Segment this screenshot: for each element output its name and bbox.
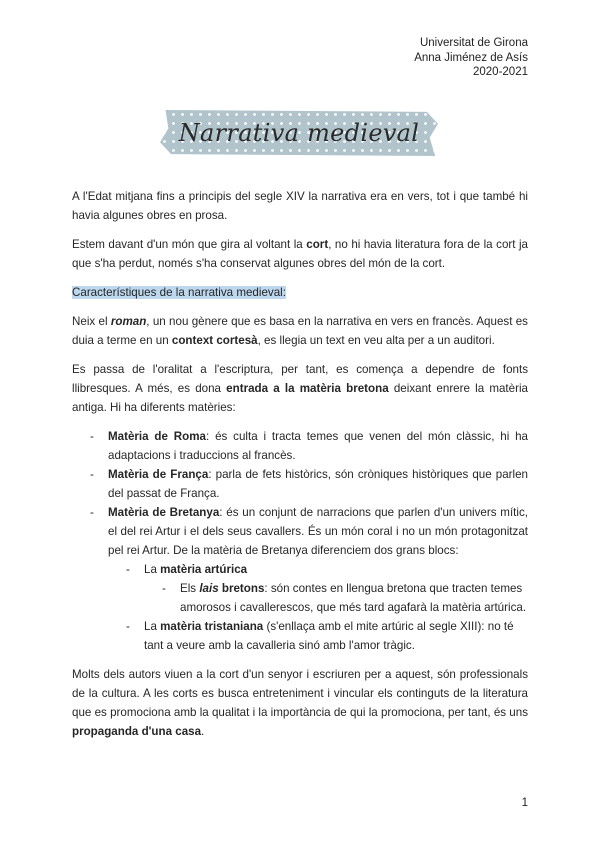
bold-term: cort [306, 238, 329, 251]
paragraph-court [72, 235, 528, 273]
list-item-materia-arturica [72, 560, 528, 579]
paragraph-intro: A l'Edat mitjana fins a principis del segle XIV la narrativa era en vers, tot i que també hi havia algunes obres en prosa. [72, 190, 528, 222]
text: Estem davant d'un món que gira al voltant la [72, 238, 307, 251]
text: : és un conjunt de narracions que parlen d'un univers mític, el del rei Artur i el dels seus cavallers. És un món coral i no un món protagonitzat pel rei Artur. De la matèria de Bretanya diferenciem dos grans blocs: [108, 506, 528, 557]
bold-term: bretons [218, 582, 265, 595]
paragraph-oralitat [72, 360, 528, 417]
paragraph-autors [72, 665, 528, 741]
highlighted-heading: Característiques de la narrativa medieval: [72, 286, 286, 299]
bold-term: Matèria de Roma [108, 430, 207, 443]
text: La [144, 563, 161, 576]
text: La [144, 620, 161, 633]
header-year: 2020-2021 [473, 66, 528, 78]
materies-list [72, 427, 528, 655]
text: (s'enllaça amb el mite artúric al segle XIII): no té tant a veure amb la cavalleria sinó amb l'amor tràgic. [144, 620, 514, 652]
text: Neix el [72, 315, 111, 328]
list-item-lais-bretons [72, 579, 528, 617]
section-heading [72, 283, 528, 302]
text: , no hi havia literatura fora de la cort ja que s'ha perdut, només s'ha conservat algunes obres del món de la cort. [72, 238, 529, 270]
page-number: 1 [521, 797, 528, 809]
page-title: Narrativa medieval [178, 119, 420, 147]
text: Els [180, 582, 200, 595]
paragraph-roman [72, 312, 528, 350]
header-author: Anna Jiménez de Asís [414, 51, 528, 64]
bold-term: Matèria de Bretanya [108, 506, 220, 519]
text: : és culta i tracta temes que venen del món clàssic, hi ha adaptacions i traduccions al francès. [108, 430, 529, 462]
list-item-materia-roma [72, 427, 528, 465]
header-university: Universitat de Girona [419, 37, 528, 49]
list-item-materia-bretanya [72, 503, 528, 560]
text: , un nou gènere que es basa en la narrativa en vers en francès. Aquest es duia a terme en un [72, 315, 528, 347]
text: deixant enrere la matèria antiga. Hi ha diferents matèries: [72, 382, 528, 414]
bold-term: entrada a la matèria bretona [226, 382, 389, 395]
bold-term: Matèria de França [108, 468, 209, 481]
list-item-materia-tristaniana [72, 617, 528, 655]
text: . [201, 725, 205, 738]
bold-term: matèria artúrica [160, 563, 248, 576]
bold-term: propaganda d'una casa [72, 725, 202, 738]
text: : parla de fets històrics, són cròniques històriques que parlen del passat de França. [108, 468, 528, 500]
text: Molts dels autors viuen a la cort d'un senyor i escriuren per a aquest, són professionals de la cultura. A les corts es busca entreteniment i vincular els continguts de la literatura que es promociona amb la qualitat i la importància de qui la promociona, per tant, és uns [72, 668, 528, 719]
list-item-materia-franca [72, 465, 528, 503]
bold-term: matèria tristaniana [160, 620, 264, 633]
bold-term: context cortesà [171, 334, 258, 347]
text: : són contes en llengua bretona que tracten temes amorosos i cavallerescos, que més tard agafarà la matèria artúrica. [180, 582, 527, 614]
bold-italic-term: lais [199, 582, 219, 595]
bold-italic-term: roman [110, 315, 147, 328]
document-body [72, 187, 528, 751]
text: , es llegia un text en veu alta per a un auditori. [257, 334, 495, 347]
document-header [414, 36, 528, 80]
text: Es passa de l'oralitat a l'escriptura, per tant, es comença a dependre de fonts llibresques. A més, es dona [72, 363, 528, 395]
